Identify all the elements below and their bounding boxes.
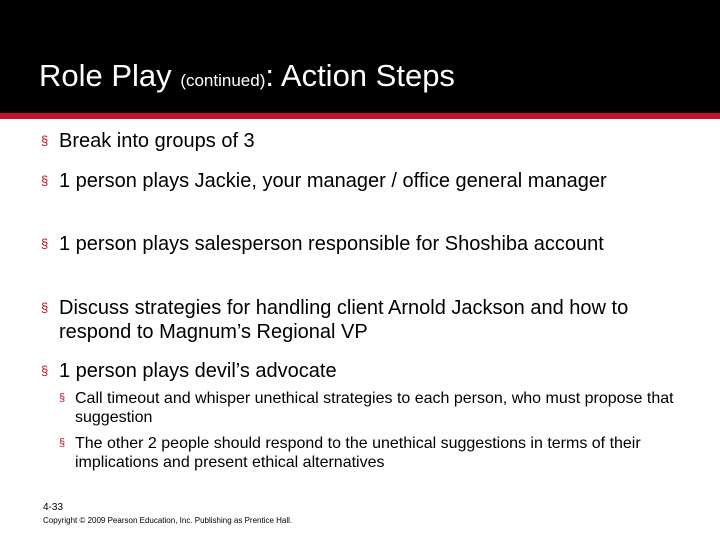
title-rest: : Action Steps [265,58,455,93]
copyright-notice: Copyright © 2009 Pearson Education, Inc. Publishing as Prentice Hall. [43,516,293,525]
bullet-marker-icon: § [41,173,49,188]
bullet-marker-icon: § [41,300,49,315]
bullet-text: 1 person plays Jackie, your manager / office general manager [59,170,607,192]
title-main: Role Play [39,58,172,93]
bullet-text: Break into groups of 3 [59,130,255,152]
bullet-text: Discuss strategies for handling client Arnold Jackson and how to respond to Magnum’s Regional VP [59,297,629,343]
title-subtitle: (continued) [180,71,266,90]
bullet-item [41,296,691,344]
bullet-text: 1 person plays salesperson responsible for Shoshiba account [59,233,604,255]
accent-divider [0,113,720,119]
bullet-item [41,232,691,256]
sub-bullet-text: Call timeout and whisper unethical strategies to each person, who must propose that suggestion [75,390,674,426]
sub-bullet-marker-icon: § [59,437,66,449]
sub-bullet-marker-icon: § [59,392,66,404]
sub-bullet-item [59,434,681,472]
bullet-item [41,169,691,193]
bullet-item [41,129,691,153]
bullet-text: 1 person plays devil’s advocate [59,360,337,382]
sub-bullet-item [59,389,681,427]
bullet-item [41,359,691,383]
title-bar [0,0,720,113]
slide-number: 4-33 [43,502,64,513]
bullet-marker-icon: § [41,236,49,251]
bullet-marker-icon: § [41,363,49,378]
sub-bullet-text: The other 2 people should respond to the unethical suggestions in terms of their implications and present ethical alternatives [75,435,641,471]
slide-title [39,58,455,94]
bullet-marker-icon: § [41,133,49,148]
